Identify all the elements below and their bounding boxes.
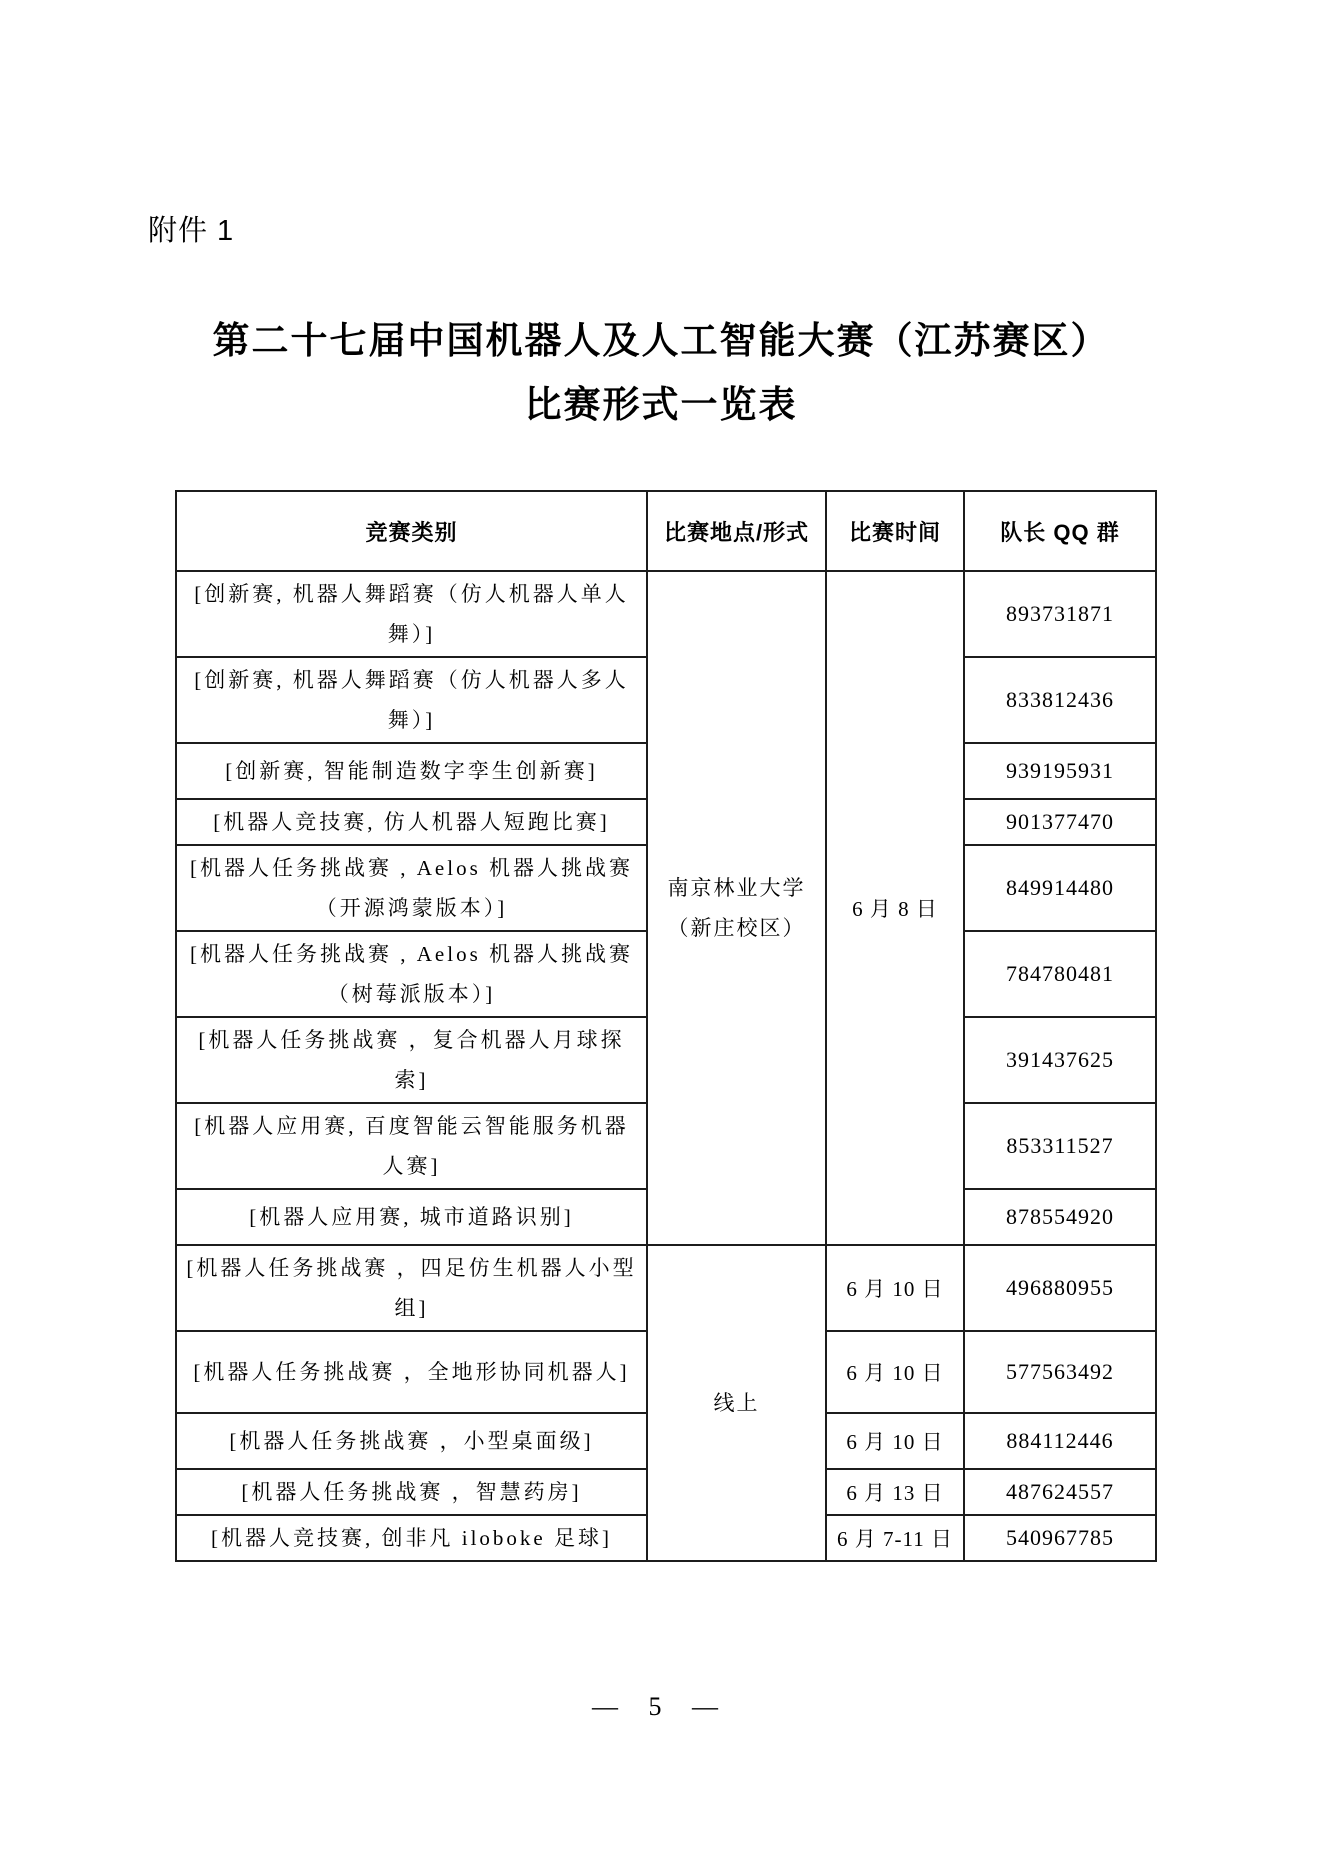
qq-cell: 391437625 [964,1017,1156,1103]
category-cell: [机器人任务挑战赛 ，智慧药房] [176,1469,647,1515]
category-cell: [机器人任务挑战赛 ，复合机器人月球探索] [176,1017,647,1103]
location-line1: 南京林业大学 [667,876,806,900]
col-header-category: 竞赛类别 [176,491,647,571]
category-cell: [机器人任务挑战赛 , Aelos 机器人挑战赛（开源鸿蒙版本）] [176,845,647,931]
table-row [176,571,1156,657]
category-cell: [机器人应用赛, 城市道路识别] [176,1189,647,1245]
category-cell: [机器人任务挑战赛 ，四足仿生机器人小型组] [176,1245,647,1331]
category-cell: [创新赛, 机器人舞蹈赛（仿人机器人单人舞）] [176,571,647,657]
location-cell-offline [647,571,826,1245]
table-header-row [176,491,1156,571]
qq-cell: 884112446 [964,1413,1156,1469]
time-cell: 6 月 10 日 [826,1331,964,1413]
category-cell: [机器人应用赛, 百度智能云智能服务机器人赛] [176,1103,647,1189]
qq-cell: 577563492 [964,1331,1156,1413]
page-number: — 5 — [592,1692,730,1721]
qq-cell: 540967785 [964,1515,1156,1561]
location-cell-online: 线上 [647,1245,826,1561]
col-header-time: 比赛时间 [826,491,964,571]
location-line2: （新庄校区） [667,916,806,940]
qq-cell: 833812436 [964,657,1156,743]
category-cell: [机器人任务挑战赛 ，全地形协同机器人] [176,1331,647,1413]
time-cell-merged: 6 月 8 日 [826,571,964,1245]
qq-cell: 901377470 [964,799,1156,845]
qq-cell: 853311527 [964,1103,1156,1189]
document-title-line1: 第二十七届中国机器人及人工智能大赛（江苏赛区） [212,321,1110,362]
category-cell: [机器人竞技赛, 仿人机器人短跑比赛] [176,799,647,845]
qq-cell: 496880955 [964,1245,1156,1331]
attachment-label: 附件 1 [148,215,235,247]
document-title-line2: 比赛形式一览表 [524,385,798,426]
competition-table [175,490,1157,1562]
qq-cell: 487624557 [964,1469,1156,1515]
category-cell: [机器人任务挑战赛 , Aelos 机器人挑战赛（树莓派版本）] [176,931,647,1017]
time-cell: 6 月 10 日 [826,1245,964,1331]
document-title [0,310,1322,438]
qq-cell: 939195931 [964,743,1156,799]
qq-cell: 878554920 [964,1189,1156,1245]
category-cell: [创新赛, 智能制造数字孪生创新赛] [176,743,647,799]
qq-cell: 784780481 [964,931,1156,1017]
time-cell: 6 月 7-11 日 [826,1515,964,1561]
qq-cell: 849914480 [964,845,1156,931]
col-header-location: 比赛地点/形式 [647,491,826,571]
time-cell: 6 月 13 日 [826,1469,964,1515]
qq-cell: 893731871 [964,571,1156,657]
col-header-qq: 队长 QQ 群 [964,491,1156,571]
category-cell: [机器人任务挑战赛 ，小型桌面级] [176,1413,647,1469]
category-cell: [机器人竞技赛, 创非凡 iloboke 足球] [176,1515,647,1561]
category-cell: [创新赛, 机器人舞蹈赛（仿人机器人多人舞）] [176,657,647,743]
time-cell: 6 月 10 日 [826,1413,964,1469]
table-row [176,1245,1156,1331]
